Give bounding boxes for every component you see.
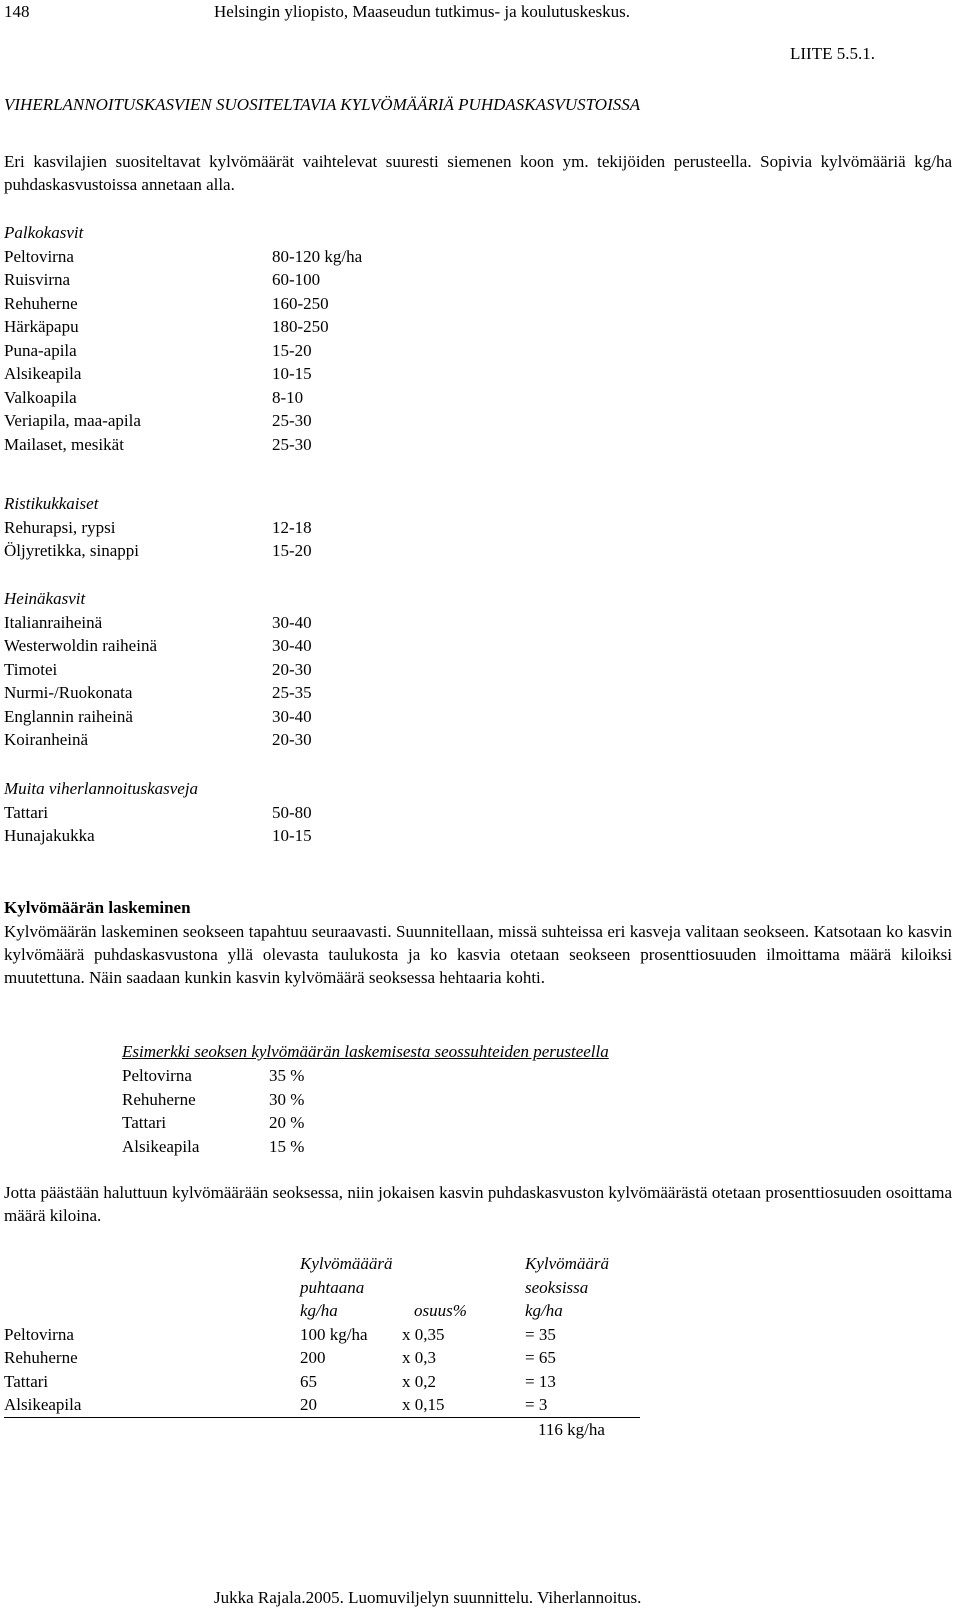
crop-name: Peltovirna — [4, 1324, 74, 1344]
group-heading: Ristikukkaiset — [4, 494, 99, 513]
crop-name: Rehuherne — [4, 1348, 78, 1367]
seeding-rate: 10-15 — [272, 364, 312, 383]
crop-name: Timotei — [4, 659, 58, 679]
col-header-pure: Kylvömääärä — [300, 1254, 393, 1273]
crop-name: Peltovirna — [122, 1066, 192, 1085]
list-item — [4, 245, 362, 269]
group-heading: Heinäkasvit — [4, 589, 86, 608]
list-item — [4, 681, 312, 705]
example-heading: Esimerkki seoksen kylvömäärän laskemisesta seossuhteiden perusteella — [122, 1042, 609, 1061]
list-item — [4, 824, 312, 848]
share-percent: 30 % — [269, 1089, 305, 1109]
list-item — [122, 1064, 304, 1088]
group-heading: Palkokasvit — [4, 223, 84, 242]
crop-name: Puna-apila — [4, 340, 77, 360]
mix-rate: = 13 — [525, 1371, 556, 1391]
crop-name: Rehuherne — [4, 293, 78, 313]
col-header-mix: kg/ha — [525, 1301, 563, 1320]
crop-name: Valkoapila — [4, 387, 77, 407]
crop-name: Alsikeapila — [4, 1395, 82, 1414]
list-item — [4, 409, 362, 433]
crop-name: Härkäpapu — [4, 317, 79, 336]
list-item — [4, 433, 362, 457]
list-item — [4, 705, 312, 729]
crop-name: Alsikeapila — [4, 364, 82, 383]
crop-name: Rehuherne — [122, 1089, 196, 1109]
seeding-rate: 80-120 kg/ha — [272, 246, 363, 266]
seeding-rate: 15-20 — [272, 340, 312, 360]
col-header-mix: Kylvömäärä — [525, 1254, 610, 1273]
list-item — [4, 339, 362, 363]
seeding-rate: 15-20 — [272, 541, 312, 560]
list-item — [4, 634, 312, 658]
list-item — [4, 801, 312, 825]
crop-name: Rehurapsi, rypsi — [4, 517, 116, 537]
seeding-rate: 12-18 — [272, 517, 312, 537]
list-item — [122, 1088, 304, 1112]
list-item — [4, 315, 362, 339]
list-item — [4, 539, 312, 563]
share-percent: 15 % — [269, 1136, 305, 1156]
share-factor: x 0,3 — [402, 1348, 436, 1367]
pure-rate: 100 kg/ha — [300, 1324, 368, 1344]
table-total-row — [4, 1418, 644, 1442]
seeding-rate: 20-30 — [272, 730, 312, 749]
col-header-pure: kg/ha — [300, 1301, 338, 1320]
instruction-paragraph: Jotta päästään haluttuun kylvömäärään seoksessa, niin jokaisen kasvin puhdaskasvuston kylvömäärästä otetaan prosenttiosuuden osoittama määrä kiloina. — [4, 1183, 952, 1225]
crop-name: Mailaset, mesikät — [4, 434, 124, 454]
list-item — [4, 292, 362, 316]
share-factor: x 0,2 — [402, 1371, 436, 1391]
section-heading: Kylvömäärän laskeminen — [4, 898, 191, 917]
pure-rate: 200 — [300, 1348, 326, 1367]
calc-table — [4, 1252, 644, 1441]
pure-rate: 20 — [300, 1395, 317, 1414]
list-item — [122, 1135, 304, 1159]
intro-paragraph: Eri kasvilajien suositeltavat kylvömäärät vaihtelevat suuresti siemenen koon ym. tekijöiden perusteella. Sopivia kylvömääriä kg/ha puhdaskasvustoissa annetaan alla. — [4, 152, 952, 194]
mix-rate: = 35 — [525, 1324, 556, 1344]
example-list — [122, 1064, 304, 1158]
crop-name: Peltovirna — [4, 246, 74, 266]
group-heinakasvit — [4, 587, 312, 752]
page-number: 148 — [4, 2, 30, 21]
col-header-share: osuus% — [414, 1301, 467, 1320]
seeding-rate: 8-10 — [272, 387, 304, 407]
share-factor: x 0,35 — [402, 1324, 445, 1344]
publisher-header: Helsingin yliopisto, Maaseudun tutkimus- ja koulutuskeskus. — [214, 2, 631, 21]
list-item — [4, 611, 312, 635]
list-item — [4, 362, 362, 386]
share-factor: x 0,15 — [402, 1395, 445, 1414]
table-row — [4, 1323, 644, 1347]
seeding-rate: 180-250 — [272, 317, 329, 336]
group-ristikukkaiset — [4, 492, 312, 563]
group-palkokasvit — [4, 221, 362, 456]
page-footer: Jukka Rajala.2005. Luomuviljelyn suunnittelu. Viherlannoitus. — [214, 1588, 642, 1607]
crop-name: Tattari — [4, 802, 49, 822]
seeding-rate: 160-250 — [272, 293, 329, 313]
seeding-rate: 30-40 — [272, 706, 312, 726]
list-item — [4, 658, 312, 682]
list-item — [4, 516, 312, 540]
document-title: VIHERLANNOITUSKASVIEN SUOSITELTAVIA KYLVÖMÄÄRIÄ PUHDASKASVUSTOISSA — [4, 95, 641, 114]
crop-name: Koiranheinä — [4, 730, 89, 749]
seeding-rate: 50-80 — [272, 802, 312, 822]
list-item — [4, 386, 362, 410]
crop-name: Englannin raiheinä — [4, 706, 133, 726]
group-muita — [4, 777, 312, 848]
table-header-row — [4, 1276, 644, 1300]
crop-name: Veriapila, maa-apila — [4, 411, 141, 430]
total-rate: 116 kg/ha — [538, 1419, 605, 1439]
pure-rate: 65 — [300, 1371, 317, 1391]
list-item — [4, 728, 312, 752]
table-row — [4, 1393, 640, 1418]
share-percent: 35 % — [269, 1066, 305, 1085]
seeding-rate: 25-30 — [272, 434, 312, 454]
col-header-mix: seoksissa — [525, 1277, 589, 1297]
mix-rate: = 65 — [525, 1348, 556, 1367]
list-item — [4, 268, 362, 292]
seeding-rate: 30-40 — [272, 612, 312, 632]
crop-name: Hunajakukka — [4, 826, 95, 845]
seeding-rate: 60-100 — [272, 270, 321, 289]
appendix-label: LIITE 5.5.1. — [790, 44, 875, 63]
table-header-row — [4, 1299, 644, 1323]
crop-name: Alsikeapila — [122, 1136, 200, 1156]
group-heading: Muita viherlannoituskasveja — [4, 779, 199, 798]
crop-name: Tattari — [122, 1113, 167, 1132]
seeding-rate: 25-30 — [272, 411, 312, 430]
seeding-rate: 25-35 — [272, 683, 312, 702]
crop-name: Italianraiheinä — [4, 612, 103, 632]
col-header-pure: puhtaana — [300, 1277, 365, 1297]
crop-name: Nurmi-/Ruokonata — [4, 683, 133, 702]
share-percent: 20 % — [269, 1113, 305, 1132]
seeding-rate: 10-15 — [272, 826, 312, 845]
calculation-paragraph: Kylvömäärän laskeminen seokseen tapahtuu seuraavasti. Suunnitellaan, missä suhteissa eri kasveja valitaan seokseen. Katsotaan ko kasvin kylvömäärä puhdaskasvustona yllä olevasta taulukosta ja ko kasvia otetaan seokseen prosenttiosuuden ilmoittama määrä kiloiksi muutettuna. Näin saadaan kunkin kasvin kylvömäärä seoksessa hehtaaria kohti. — [4, 922, 952, 987]
crop-name: Ruisvirna — [4, 270, 71, 289]
table-row — [4, 1346, 644, 1370]
crop-name: Westerwoldin raiheinä — [4, 636, 157, 655]
table-row — [4, 1370, 644, 1394]
mix-rate: = 3 — [525, 1395, 548, 1414]
table-header-row — [4, 1252, 644, 1276]
seeding-rate: 30-40 — [272, 636, 312, 655]
list-item — [122, 1111, 304, 1135]
seeding-rate: 20-30 — [272, 659, 312, 679]
crop-name: Öljyretikka, sinappi — [4, 541, 140, 560]
crop-name: Tattari — [4, 1371, 49, 1391]
